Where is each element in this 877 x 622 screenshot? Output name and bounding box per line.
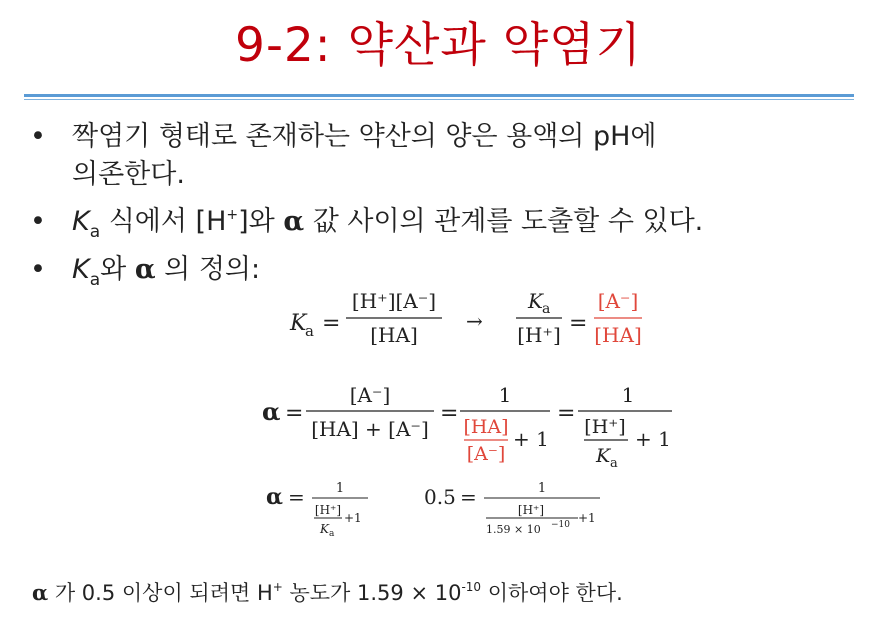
eq2-f2-inner-denominator: [A⁻] [466,443,506,465]
eq2-f2-numerator: 1 [498,383,512,407]
eq2-f2-plus-one: + 1 [513,427,549,451]
footer-part-1: 가 0.5 이상이 되려면 H [48,581,273,605]
bullet-2-part-1: 식에서 [H [100,206,227,237]
bullet-1-line-1: 짝염기 형태로 존재하는 약산의 양은 용액의 pH에 [72,121,657,152]
eq1-right-denominator: [H⁺] [517,323,561,347]
footer-part-2: 농도가 1.59 × 10 [282,581,462,605]
footer-exponent: -10 [461,580,482,594]
eq4-plus-one: +1 [578,511,596,525]
alpha-symbol: α [283,206,305,237]
eq1-ka-sub: a [305,322,314,340]
ka-symbol: K [72,206,90,237]
equation-alpha-small [266,481,368,539]
h-plus-superscript: + [226,207,239,223]
bullet-dot: • [30,121,46,152]
bullet-3-part-1: 와 [100,254,135,285]
ka-subscript: a [89,222,101,242]
eq4-equals: = [460,485,477,509]
eq1-ratio-numerator: [A⁻] [597,289,639,313]
eq2-f3-plus-one: + 1 [635,427,671,451]
eq4-inner-numerator: [H⁺] [517,503,545,517]
eq3-alpha: α [266,484,283,510]
eq2-equals-2: = [440,401,459,426]
eq3-inner-den-ka-sub: a [329,529,335,539]
eq2-alpha: α [262,397,281,426]
bullet-dot: • [30,254,46,285]
ka-symbol: K [72,254,90,285]
eq2-f3-inner-den-ka: K [596,445,611,467]
eq1-ratio-denominator: [HA] [594,323,642,347]
eq4-inner-den-exponent: −10 [551,520,570,530]
eq1-denominator: [HA] [370,323,418,347]
eq4-inner-denominator: 1.59 × 10 [486,523,541,536]
bullet-dot: • [30,206,46,237]
bullet-1-line-2: 의존한다. [72,159,185,190]
eq1-ka: K [290,311,307,336]
eq2-equals-3: = [557,401,576,426]
eq1-right-ka-sub: a [542,301,551,317]
eq3-inner-numerator: [H⁺] [314,503,342,517]
equation-ka-definition [289,289,642,347]
eq4-lhs: 0.5 [424,485,456,509]
eq3-numerator: 1 [335,481,345,496]
eq2-f3-numerator: 1 [621,383,635,407]
equation-half-condition [424,481,600,536]
eq2-f3-inner-den-ka-sub: a [610,456,618,471]
equation-alpha-definition [262,383,672,471]
eq4-numerator: 1 [537,481,547,496]
eq1-right-equals: = [569,311,588,336]
eq2-equals: = [285,401,304,426]
bullet-2-part-3: 값 사이의 관계를 도출할 수 있다. [304,206,704,237]
footer-part-3: 이하여야 한다. [481,581,623,605]
slide-title: 9-2: 약산과 약염기 [235,18,642,73]
bullet-3-part-2: 의 정의: [155,254,261,285]
alpha-symbol: α [134,254,156,285]
eq3-equals: = [288,485,305,509]
eq3-inner-den-ka: K [320,522,329,536]
eq3-plus-one: +1 [344,511,362,525]
eq1-equals: = [322,311,341,336]
footer-h-superscript: + [272,580,283,594]
conclusion-text [32,577,623,607]
eq1-numerator: [H⁺][A⁻] [351,289,437,313]
bullet-2-part-2: ]와 [238,206,284,237]
footer-alpha: α [32,580,49,605]
eq2-f2-inner-numerator: [HA] [463,416,509,438]
eq2-f3-inner-numerator: [H⁺] [584,416,626,438]
eq1-arrow: → [466,309,483,333]
ka-subscript: a [89,270,101,290]
eq1-right-ka: K [528,289,543,313]
eq2-f1-denominator: [HA] + [A⁻] [311,417,429,441]
eq2-f1-numerator: [A⁻] [349,383,391,407]
